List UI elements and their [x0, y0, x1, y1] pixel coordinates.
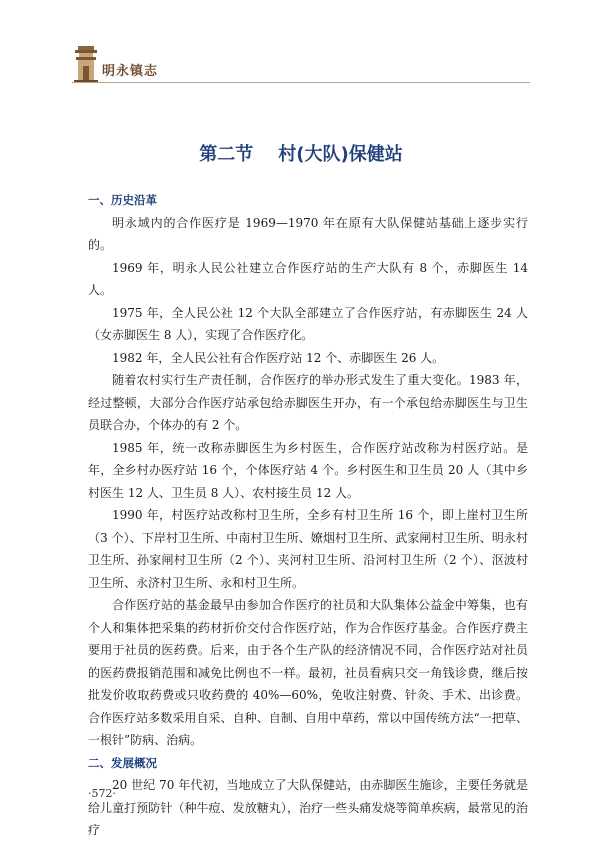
paragraph: 合作医疗站的基金最早由参加合作医疗的社员和大队集体公益金中筹集，也有个人和集体把采集的药材折价交付合作医疗站，作为合作医疗基金。合作医疗费主要用于社员的医药费。后来，由于各个生产队的经济情况不同，合作医疗站对社员的医药费报销范围和减免比例也不一样。最初，社员看病只交一角钱诊费，继后按批发价收取药费或只收药费的 40%—60%，免收注射费、针灸、手术、出诊费。合作医疗站多数采用自采、自种、自制、自用中草药，常以中国传统方法“一把草、一根针”防病、治病。 — [88, 598, 528, 747]
paragraph: 1969 年，明永人民公社建立合作医疗站的生产大队有 8 个，赤脚医生 14 人。 — [88, 260, 528, 297]
section-title: 第二节 村(大队)保健站 — [199, 144, 403, 165]
paragraph: 1982 年，全人民公社有合作医疗站 12 个、赤脚医生 26 人。 — [112, 350, 445, 365]
paragraph: 1990 年，村医疗站改称村卫生所，全乡有村卫生所 16 个，即上崖村卫生所（3 个）、下岸村卫生所、中南村卫生所、嫽烟村卫生所、武家闸村卫生所、明永村卫生所、孙家闸村卫生所（2 个）、夹河村卫生所、沿河村卫生所（2 个）、沤波村卫生所、永济村卫生所、永和村卫生所。 — [88, 508, 528, 590]
paragraph: 1975 年，全人民公社 12 个大队全部建立了合作医疗站，有赤脚医生 24 人（女赤脚医生 8 人），实现了合作医疗化。 — [88, 305, 528, 342]
main-content — [88, 189, 528, 842]
header-title: 明永镇志 — [102, 64, 159, 79]
pagoda-icon — [72, 44, 100, 84]
paragraph: 1985 年，统一改称赤脚医生为乡村医生，合作医疗站改称为村医疗站。是年，全乡村办医疗站 16 个，个体医疗站 4 个。乡村医生和卫生员 20 人（其中乡村医生 12 人、卫生员 8 人）、农村接生员 12 人。 — [88, 440, 528, 500]
header-rule — [72, 82, 530, 83]
paragraph: 明永域内的合作医疗是 1969—1970 年在原有大队保健站基础上逐步实行的。 — [88, 215, 528, 252]
section-heading: 二、发展概况 — [88, 755, 157, 770]
paragraph: 20 世纪 70 年代初，当地成立了大队保健站，由赤脚医生施诊，主要任务就是给儿童打预防针（种牛痘、发放糖丸），治疗一些头痛发烧等简单疾病，最常见的治疗 — [88, 778, 528, 837]
page-number: ·572· — [88, 787, 116, 800]
section-heading: 一、历史沿革 — [88, 193, 157, 207]
paragraph: 随着农村实行生产责任制，合作医疗的举办形式发生了重大变化。1983 年，经过整顿，大部分合作医疗站承包给赤脚医生开办，有一个承包给赤脚医生与卫生员联合办，个体办的有 2 个。 — [88, 373, 528, 432]
